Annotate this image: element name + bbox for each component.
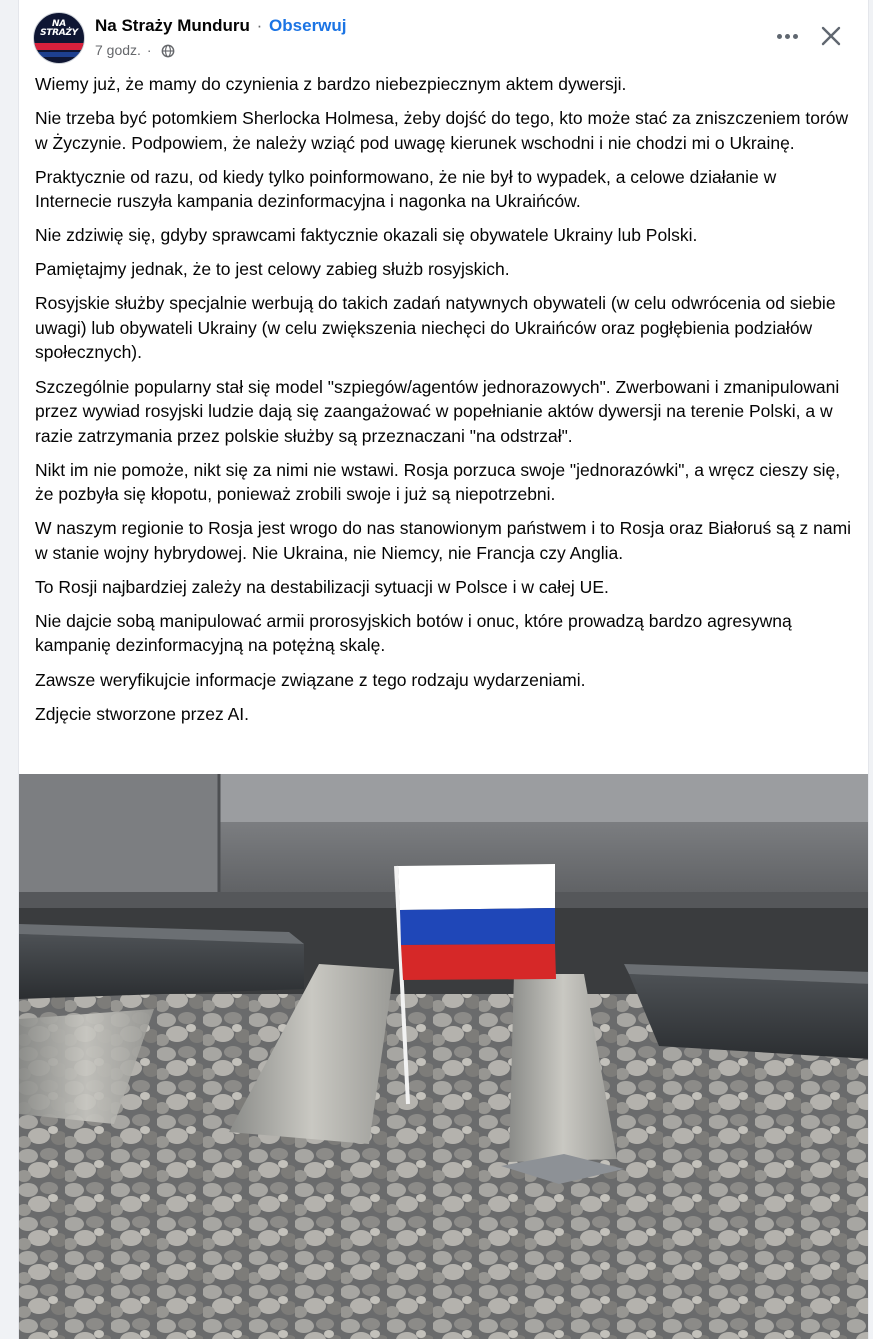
post-paragraph: Rosyjskie służby specjalnie werbują do takich zadań natywnych obywateli (w celu odwrócenia od siebie uwagi) lub obywateli Ukrainy (w celu zwiększenia niechęci do Ukraińców oraz pogłębienia podziałów społecznych).	[35, 293, 836, 363]
author-line	[95, 15, 347, 37]
author-name[interactable]: Na Straży Munduru	[95, 16, 250, 35]
post-paragraph: Zdjęcie stworzone przez AI.	[35, 703, 249, 724]
post-card	[18, 0, 869, 1339]
post-paragraph: Pamiętajmy jednak, że to jest celowy zabieg służb rosyjskich.	[35, 259, 510, 280]
close-icon	[815, 20, 847, 52]
post-paragraph: Wiemy już, że mamy do czynienia z bardzo niebezpiecznym aktem dywersji.	[35, 74, 627, 94]
post-paragraph: W naszym regionie to Rosja jest wrogo do nas stanowionym państwem i to Rosja oraz Białoruś są z nami w stanie wojny hybrydowej. Nie Ukraina, nie Niemcy, nie Francja czy Anglia.	[35, 518, 852, 563]
avatar-text-line1: NA	[52, 19, 66, 29]
post-paragraph: To Rosji najbardziej zależy na destabilizacji sytuacji w Polsce i w całej UE.	[35, 576, 609, 597]
author-separator: ·	[256, 16, 263, 35]
post-body	[35, 72, 855, 736]
close-button[interactable]	[815, 20, 847, 52]
meta-separator: ·	[146, 42, 152, 58]
post-paragraph: Nie dajcie sobą manipulować armii prorosyjskich botów i onuc, które prowadzą bardzo agresywną kampanię dezinformacyjną na potężną skalę.	[35, 610, 792, 656]
post-paragraph: Nie trzeba być potomkiem Sherlocka Holmesa, żeby dojść do tego, kto może stać za zniszczeniem torów w Życzynie. Podpowiem, że należy wziąć pod uwagę kierunek wschodni i nie chodzi mi o Ukrainę.	[35, 108, 849, 153]
avatar[interactable]	[33, 12, 85, 64]
more-options-button[interactable]	[771, 20, 803, 52]
follow-button[interactable]: Obserwuj	[269, 16, 347, 35]
post-meta	[95, 40, 175, 60]
post-paragraph: Nikt im nie pomoże, nikt się za nimi nie wstawi. Rosja porzuca swoje "jednorazówki", a wręcz cieszy się, że pozbyła się kłopotu, ponieważ zrobili swoje i już są niepotrzebni.	[35, 459, 841, 505]
post-paragraph: Szczególnie popularny stał się model "szpiegów/agentów jednorazowych". Zwerbowani i zmanipulowani przez wywiad rosyjski ludzie dają się zaangażować w popełnianie aktów dywersji na terenie Polski, a w razie zatrzymania przez polskie służby są przeznaczani "na odstrzał".	[35, 376, 840, 446]
post-header	[19, 0, 868, 74]
globe-icon[interactable]	[161, 44, 175, 58]
avatar-text-line2: STRAŻY	[40, 28, 78, 38]
post-paragraph: Praktycznie od razu, od kiedy tylko poinformowano, że nie był to wypadek, a celowe działanie w Internecie ruszyła kampania dezinformacyjna i nagonka na Ukraińców.	[35, 166, 777, 212]
post-paragraph: Nie zdziwię się, gdyby sprawcami faktycznie okazali się obywatele Ukrainy lub Polski.	[35, 225, 698, 246]
post-photo[interactable]	[19, 774, 869, 1339]
avatar-blue-band	[34, 52, 84, 57]
post-time[interactable]: 7 godz.	[95, 42, 141, 58]
post-paragraph: Zawsze weryfikujcie informacje związane z tego rodzaju wydarzeniami.	[35, 669, 586, 690]
avatar-red-band	[34, 43, 84, 50]
more-horizontal-icon	[777, 34, 782, 39]
